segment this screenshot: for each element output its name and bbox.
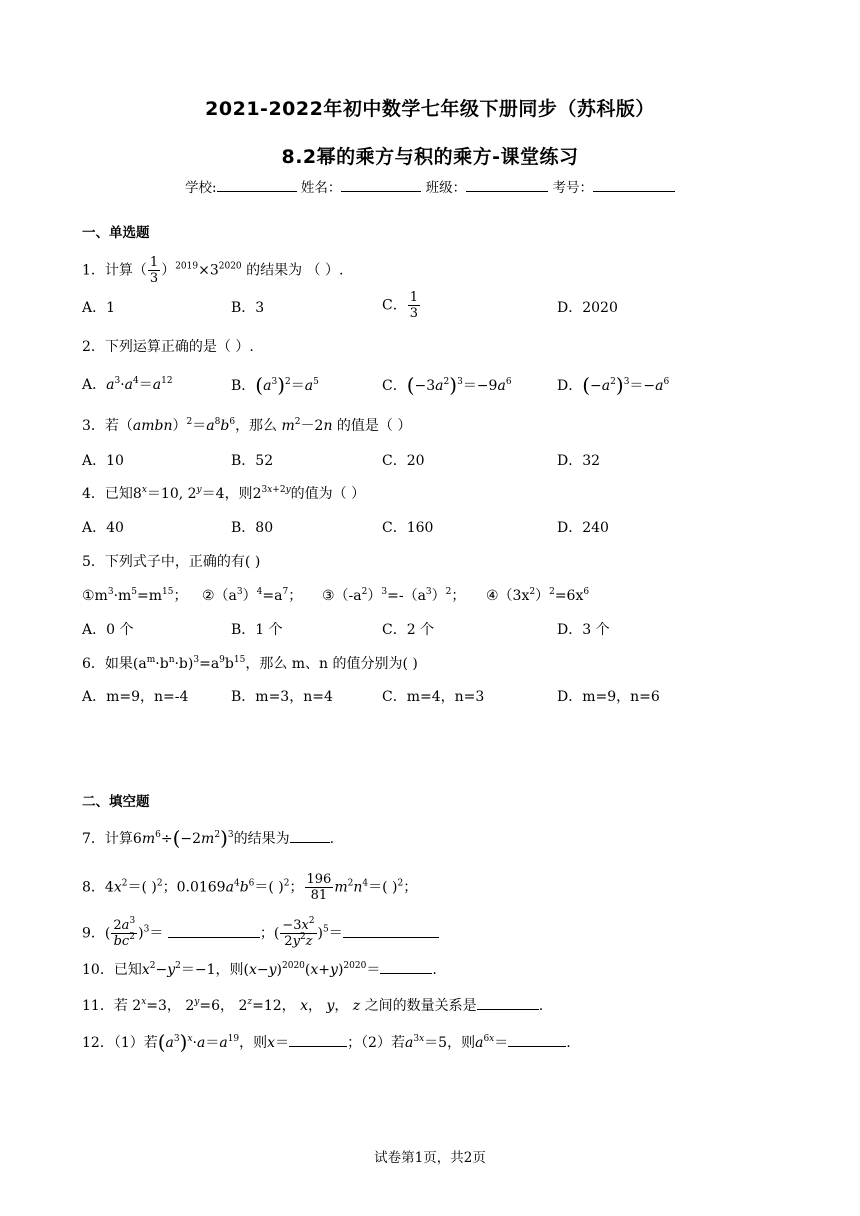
question-11: 11．若 $2^x=3$， $2^y=6$， $2^z=12$， x， y， z 之间的数量关系是 . <box>82 997 544 1014</box>
option-a[interactable]: A．$a^3\cdot a^4=a^{12}$ <box>82 376 173 393</box>
option-c[interactable]: C． $\frac{1}{3}$ <box>382 290 418 321</box>
question-12: 12．（1）若$(a^3)^x\cdot a=a^{19}$，则x＝ ；（2）若$a^{3x}=5$，则$a^{6x}=$ . <box>82 1030 571 1054</box>
question-5: 5．下列式子中，正确的有( ) <box>82 554 261 570</box>
section-fill-blank: 二、填空题 <box>82 794 150 810</box>
option-a[interactable]: A．m=9，n=-4 <box>82 689 189 705</box>
option-b[interactable]: B．m=3，n=4 <box>231 689 333 705</box>
option-c[interactable]: C．160 <box>382 520 434 536</box>
school-blank[interactable] <box>217 177 297 192</box>
statement-4: $④(3x^2)^2=6x^6$ <box>486 587 590 604</box>
option-b[interactable]: B．52 <box>231 453 274 469</box>
class-blank[interactable] <box>466 177 548 192</box>
page-footer: 试卷第1页，共2页 <box>374 1150 486 1166</box>
answer-blank[interactable] <box>290 829 330 843</box>
question-8: 8．$4x^2=$( )$^2$；$0.0169a^4b^6=$( )$^2$； $\frac{196}{81}$ $m^2n^4=$( )$^2$； <box>82 872 418 903</box>
option-d[interactable]: D．m=9，n=6 <box>557 689 660 705</box>
name-blank[interactable] <box>341 177 421 192</box>
question-4: 4．已知$8^x=10$, $2^y=4$，则$2^{3x+2y}$的值为（ ） <box>82 485 366 502</box>
option-d[interactable]: D．32 <box>557 453 601 469</box>
answer-blank-1[interactable] <box>289 1033 347 1047</box>
option-d[interactable]: D．$(-a^2)^3=-a^6$ <box>557 373 670 397</box>
question-10: 10．已知$x^2-y^2=-1$，则$(x-y)^{2020}(x+y)^{2020}=$ . <box>82 961 437 978</box>
question-6-options <box>82 687 782 709</box>
option-c[interactable]: C．2 个 <box>382 622 435 638</box>
school-label: 学校: <box>185 180 217 196</box>
section-single-choice: 一、单选题 <box>82 225 150 241</box>
paper-subtitle: 8.2幂的乘方与积的乘方-课堂练习 <box>281 146 579 168</box>
fraction-one-third: $\frac{1}{3}$ <box>149 255 159 286</box>
option-a[interactable]: A．1 <box>82 300 116 316</box>
option-b[interactable]: B．$(a^3)^2=a^5$ <box>231 373 319 397</box>
statement-3: $③(-a^2)^3=-(a^3)^2$； <box>322 587 466 604</box>
question-1: 1．计算（ $\frac{1}{3}$ ）$^{2019}\times 3^{2020}$ 的结果为 （ ）. <box>82 255 344 286</box>
option-c[interactable]: C．m=4，n=3 <box>382 689 485 705</box>
student-info-row <box>0 176 860 196</box>
option-d[interactable]: D．3 个 <box>557 622 610 638</box>
question-5-statements <box>82 586 782 608</box>
statement-1: $①m^3\cdot m^5=m^{15}$； <box>82 587 188 604</box>
question-2-options <box>82 375 782 397</box>
answer-blank-2[interactable] <box>343 924 439 938</box>
option-b[interactable]: B．1 个 <box>231 622 283 638</box>
option-b[interactable]: B．3 <box>231 300 265 316</box>
question-1-options <box>82 290 782 321</box>
answer-blank[interactable] <box>380 960 432 974</box>
answer-blank-2[interactable] <box>508 1033 566 1047</box>
question-6: 6．如果$(a^m\cdot b^n\cdot b)^3=a^9b^{15}$，那么 m、n 的值分别为( ) <box>82 655 418 672</box>
question-2: 2．下列运算正确的是（ ）. <box>82 339 254 355</box>
question-4-options <box>82 518 782 540</box>
option-c[interactable]: C．$(-3a^2)^3=-9a^6$ <box>382 373 512 397</box>
exam-no-blank[interactable] <box>593 177 675 192</box>
question-5-options <box>82 620 782 642</box>
name-label: 姓名： <box>300 180 342 196</box>
question-3: 3．若$(ambn)^2=a^8b^6$，那么 $m^2-2n$ 的值是（ ） <box>82 417 412 434</box>
question-9: 9．( $\frac{2a^3}{bc^2}$ )$^3$＝ ；( $\frac{-3x^2}{2y^2z}$ )$^5$＝ <box>82 918 439 949</box>
option-c[interactable]: C．20 <box>382 453 425 469</box>
option-a[interactable]: A．10 <box>82 453 124 469</box>
answer-blank-1[interactable] <box>168 924 260 938</box>
question-7: 7．计算$6m^6\div(-2m^2)^3$的结果为 . <box>82 826 335 850</box>
question-3-options <box>82 451 782 473</box>
option-a[interactable]: A．0 个 <box>82 622 134 638</box>
option-a[interactable]: A．40 <box>82 520 124 536</box>
option-d[interactable]: D．240 <box>557 520 609 536</box>
paper-title: 2021-2022年初中数学七年级下册同步（苏科版） <box>205 98 655 120</box>
exam-no-label: 考号： <box>552 180 593 196</box>
option-d[interactable]: D．2020 <box>557 300 618 316</box>
option-b[interactable]: B．80 <box>231 520 274 536</box>
statement-2: $②(a^3)^4=a^7$； <box>202 587 303 604</box>
answer-blank[interactable] <box>477 996 539 1010</box>
class-label: 班级： <box>425 180 467 196</box>
